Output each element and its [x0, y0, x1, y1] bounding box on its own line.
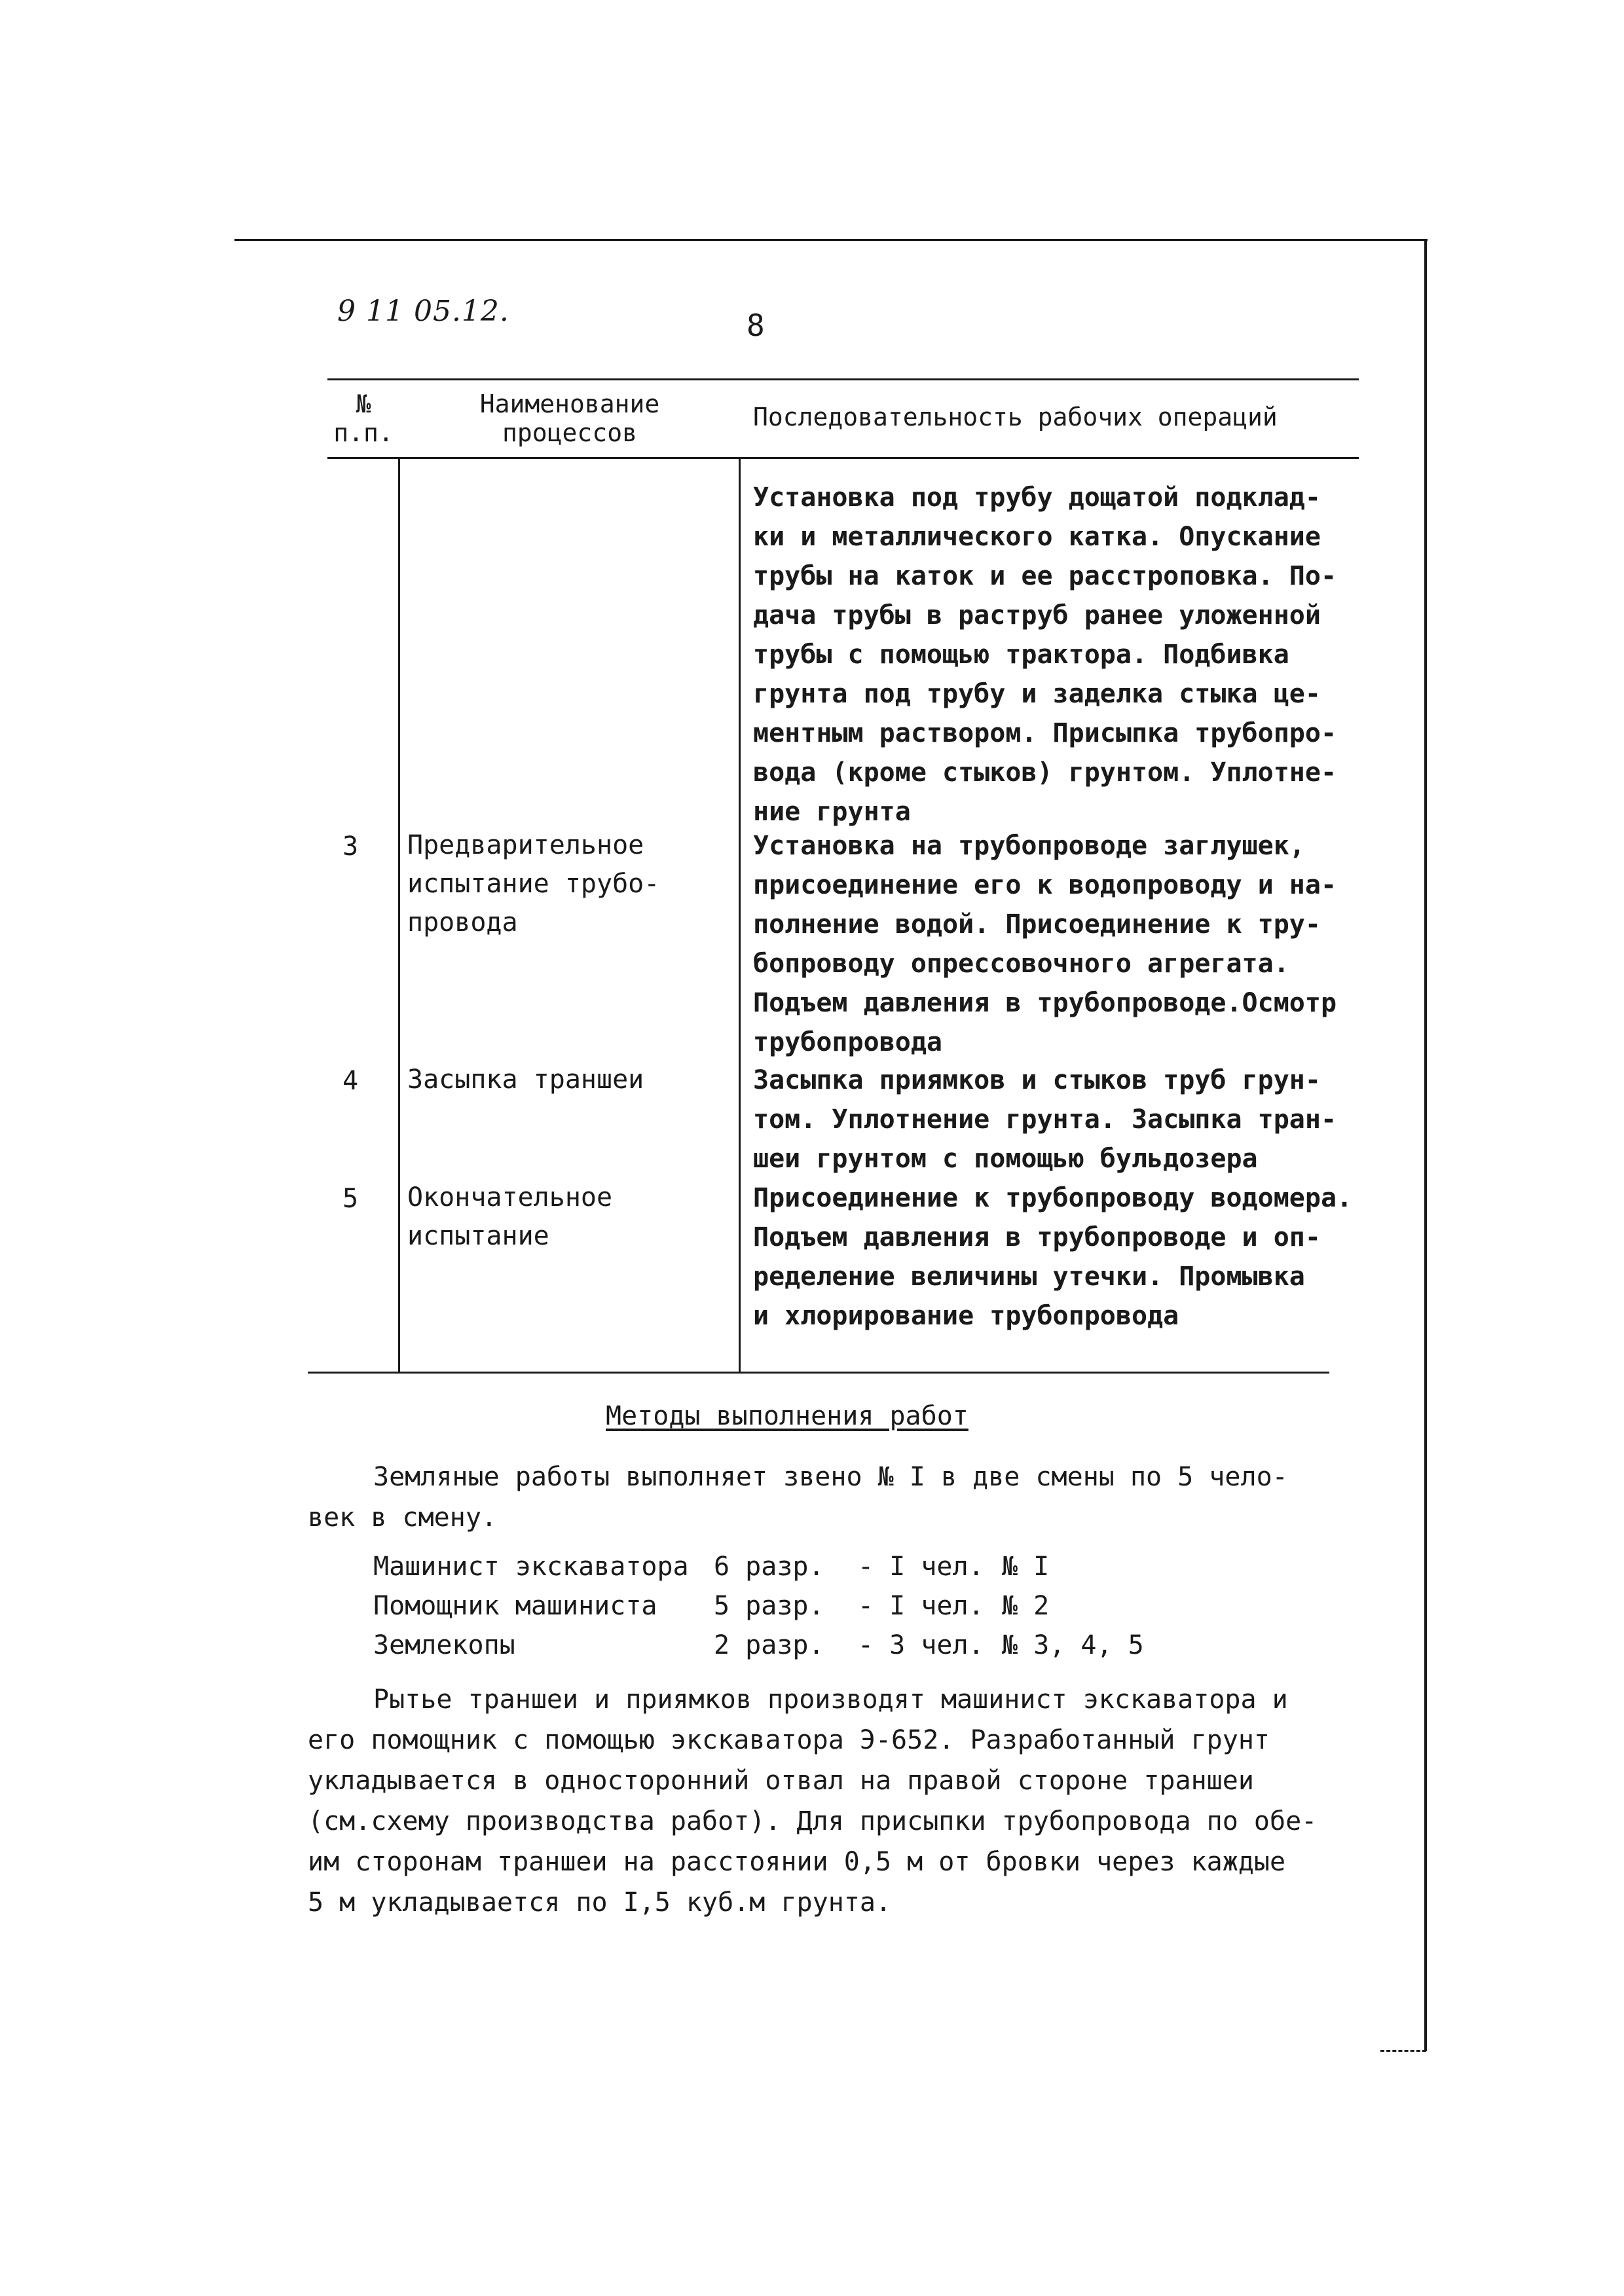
crew-ids: № I	[1002, 1552, 1050, 1582]
crew-grade: 6 разр.	[714, 1552, 824, 1582]
col-header-operations: Последовательность рабочих операций	[753, 403, 1278, 431]
table-row-num: 5	[342, 1184, 359, 1214]
table-row-operations: Установка на трубопроводе заглушек, присоединение его к водопроводу и на- полнение водой. Присоединение к тру- бопроводу опрессовочного агрегата. Подъем давления в трубопроводе.Осмотр трубопровода	[753, 831, 1337, 1057]
crew-ids: № 2	[1002, 1591, 1050, 1621]
table-row-process: Засыпка траншеи	[407, 1065, 644, 1095]
crew-ids: № 3, 4, 5	[1002, 1630, 1144, 1660]
section-title: Методы выполнения работ	[606, 1401, 969, 1431]
crew-role: Помощник машиниста	[373, 1591, 657, 1621]
table-row-operations: Засыпка приямков и стыков труб грун- том. Уплотнение грунта. Засыпка тран- шеи грунтом с помощью бульдозера	[753, 1065, 1337, 1174]
crew-role: Машинист экскаватора	[373, 1552, 689, 1582]
frame-right-border	[1424, 239, 1427, 2051]
table-col-divider-1	[398, 458, 400, 1372]
table-row-num: 3	[342, 831, 359, 862]
crew-grade: 2 разр.	[714, 1630, 824, 1660]
table-col-divider-2	[739, 458, 741, 1372]
table-bottom-rule	[308, 1372, 1329, 1374]
frame-corner-mark	[1380, 2050, 1426, 2054]
crew-count: - 3 чел.	[858, 1630, 984, 1660]
table-row-operations: Установка под трубу дощатой подклад- ки и металлического катка. Опускание трубы на каток и ее расстроповка. По- дача трубы в раструб ранее уложенной трубы с помощью трактора. Подбивка грунта под трубу и заделка стыка це- ментным раствором. Присыпка трубопро- вода (кроме стыков) грунтом. Уплотне- ние грунта	[753, 483, 1337, 827]
crew-role: Землекопы	[373, 1630, 515, 1660]
table-row-operations: Присоединение к трубопроводу водомера. Подъем давления в трубопроводе и оп- ределение величины утечки. Промывка и хлорирование трубопровода	[753, 1183, 1353, 1331]
table-header-rule	[327, 457, 1359, 459]
body-paragraph: Рытье траншеи и приямков производят машинист экскаватора и его помощник с помощью экскаватора Э-652. Разработанный грунт укладывается в односторонний отвал на правой стороне траншеи (см.схему производства работ). Для присыпки трубопровода по обе- им сторонам траншеи на расстоянии 0,5 м от бровки через каждые 5 м укладывается по I,5 куб.м грунта.	[308, 1685, 1318, 1918]
table-row-num: 4	[342, 1066, 359, 1096]
intro-paragraph: Земляные работы выполняет звено № I в две смены по 5 чело- век в смену.	[308, 1462, 1288, 1533]
col-header-num: № п.п.	[333, 390, 394, 447]
page-number: 8	[747, 308, 765, 343]
document-code: 9 11 05.12.	[337, 295, 509, 328]
crew-count: - I чел.	[858, 1591, 984, 1621]
table-row-process: Предварительное испытание трубо- провода	[407, 830, 660, 938]
crew-count: - I чел.	[858, 1552, 984, 1582]
frame-top-border	[234, 239, 1428, 241]
table-row-process: Окончательное испытание	[407, 1182, 613, 1251]
crew-grade: 5 разр.	[714, 1591, 824, 1621]
col-header-process: Наименование процессов	[479, 390, 660, 447]
table-top-rule	[327, 378, 1359, 380]
